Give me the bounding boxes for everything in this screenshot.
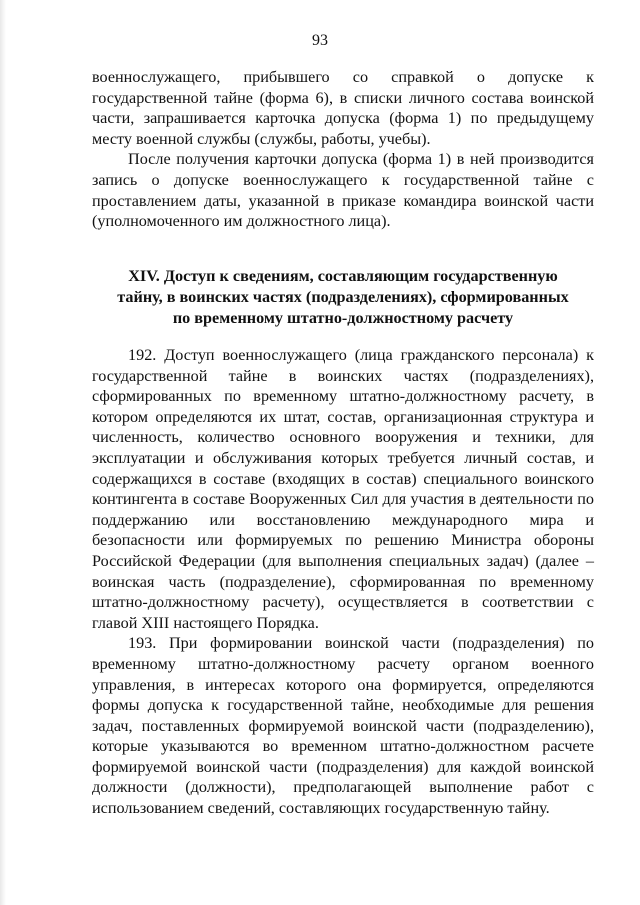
heading-line-3: по временному штатно-должностному расчету <box>172 309 514 327</box>
heading-line-1: XIV. Доступ к сведениям, составляющим государственную <box>128 267 558 285</box>
scan-edge-shadow <box>0 0 6 905</box>
intro-text-block <box>92 67 594 232</box>
paragraph-continuation: военнослужащего, прибывшего со справкой о допуске к государственной тайне (форма 6), в списки личного состава воинской части, запрашивается карточка допуска (форма 1) по предыдущему месту военной службы (службы, работы, учебы). <box>92 68 594 148</box>
section-body <box>92 345 594 819</box>
page-number: 93 <box>312 32 328 49</box>
paragraph-card-entry: После получения карточки допуска (форма 1) в ней производится запись о допуске военнослужащего к государственной тайне с проставлением даты, указанной в приказе командира воинской части (уполномоченного им должностного лица). <box>92 150 594 231</box>
heading-line-2: тайну, в воинских частях (подразделениях), сформированных <box>117 288 569 306</box>
paragraph-193: 193. При формировании воинской части (подразделения) по временному штатно-должностному расчету органом военного управления, в интересах которого она формируется, определяются формы допуска к государственной тайне, необходимые для решения задач, поставленных формируемой воинской части (подразделению), которые указываются во временном штатно-должностном расчете формируемой воинской части (подразделения) для каждой воинской должности (должности), предполагающей выполнение работ с использованием сведений, составляющих государственную тайну. <box>92 634 594 818</box>
section-heading-xiv <box>92 266 594 329</box>
paragraph-192: 192. Доступ военнослужащего (лица гражданского персонала) к государственной тайне в воинских частях (подразделениях), сформированных по временному штатно-должностному расчету, в котором определяются их штат, состав, организационная структура и численность, количество основного вооружения и техники, для эксплуатации и обслуживания которых требуется личный состав, и содержащихся в составе (входящих в состав) специального воинского контингента в составе Вооруженных Сил для участия в деятельности по поддержанию или восстановлению международного мира и безопасности или формируемых по решению Министра обороны Российской Федерации (для выполнения специальных задач) (далее – воинская часть (подразделение), сформированная по временному штатно-должностному расчету), осуществляется в соответствии с главой XIII настоящего Порядка. <box>92 346 594 632</box>
